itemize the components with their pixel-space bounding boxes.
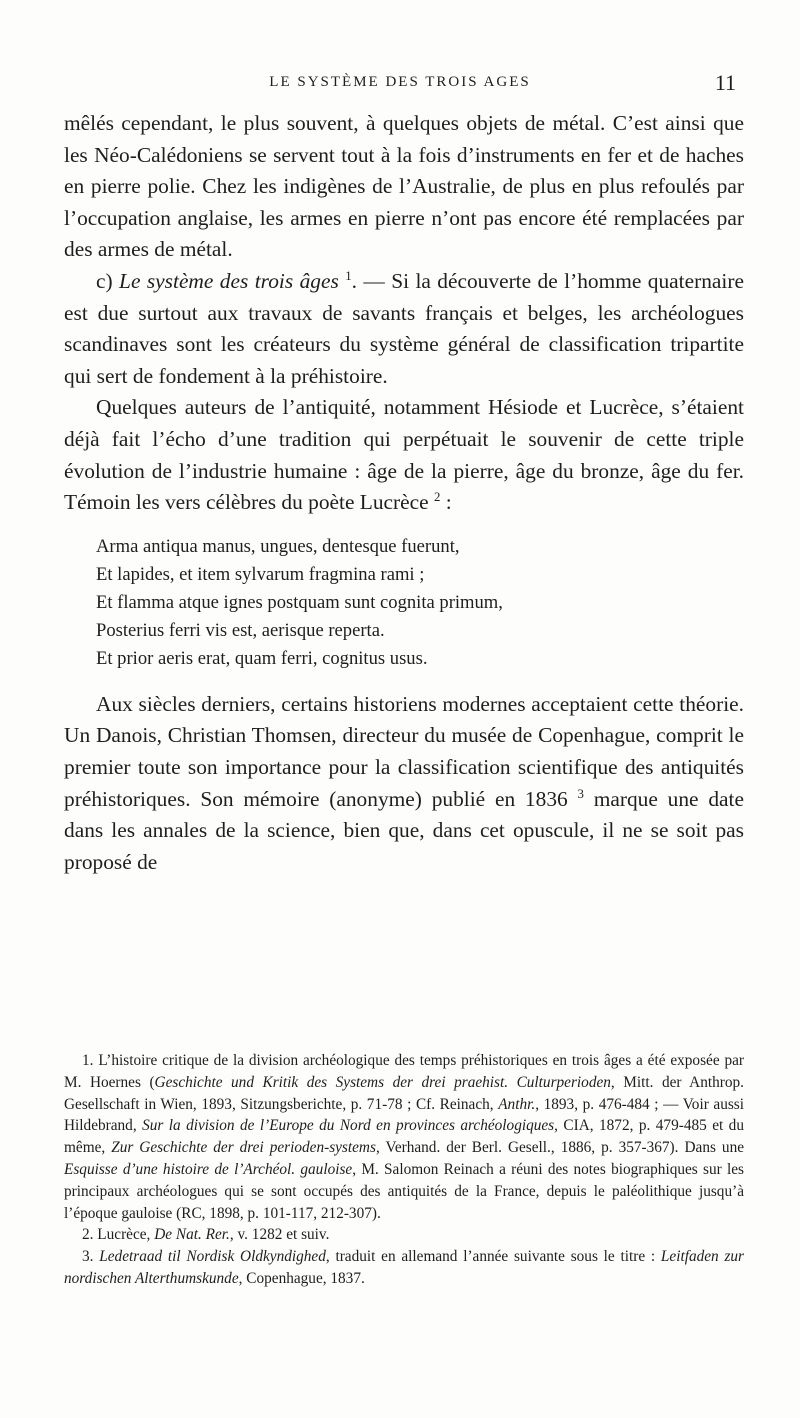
footnote-italic: Zur Geschichte der drei perioden-systems — [111, 1139, 376, 1157]
footnote-text: , 1893, p. 476-484 ; — Voir aussi Hildebrand, — [64, 1095, 744, 1135]
paragraph-1: mêlés cependant, le plus souvent, à quelques objets de métal. C’est ainsi que les Néo-Calédoniens se servent tout à la fois d’instruments en fer et de haches en pierre polie. Chez les indigènes de l’Australie, de plus en plus refoulés par l’occupation anglaise, les armes en pierre n’ont pas encore été remplacées par des armes de métal. — [64, 111, 744, 262]
footnote-3 — [64, 1246, 744, 1290]
page-number: 11 — [714, 70, 736, 95]
running-head: LE SYSTÈME DES TROIS AGES — [269, 74, 531, 90]
verse-line: Arma antiqua manus, ungues, dentesque fuerunt, — [96, 535, 460, 557]
footnote-text: 1. L’histoire critique de la division archéologique des temps préhistoriques en trois âges a été exposée par M. Hoernes ( — [64, 1052, 744, 1091]
footnote-text: , v. 1282 et suiv. — [229, 1226, 330, 1244]
paragraph-3-text: Quelques auteurs de l’antiquité, notamment Hésiode et Lucrèce, s’étaient déjà fait l’écho d’une tradition qui perpétuait le souvenir de cette triple évolution de l’industrie humaine : âge de la pierre, âge du bronze, âge du fer. Témoin les vers célèbres du poète Lucrèce — [64, 395, 744, 515]
footnote-text: , CIA, 1872, p. 479-485 et du même, — [64, 1117, 744, 1157]
footnote-italic: Ledetraad til Nordisk Oldkyndighed — [99, 1248, 326, 1266]
footnote-italic: Sur la division de l’Europe du Nord en provinces archéologiques — [142, 1117, 555, 1135]
main-text — [64, 108, 744, 878]
footnotes — [64, 1050, 744, 1290]
paragraph-3 — [64, 392, 744, 518]
verse-quote — [96, 533, 744, 673]
paragraph-4 — [64, 689, 744, 879]
footnote-text: , Verhand. der Berl. Gesell., 1886, p. 357-367). Dans une — [375, 1139, 745, 1157]
paragraph-4-text-end: marque une date dans les annales de la science, bien que, dans cet opuscule, il ne se soit pas proposé de — [64, 786, 744, 874]
footnote-ref-3: 3 — [577, 786, 584, 801]
footnote-text: , traduit en allemand l’année suivante sous le titre : — [325, 1248, 661, 1266]
verse-line: Posterius ferri vis est, aerisque reperta. — [96, 619, 385, 641]
footnote-ref-2: 2 — [434, 490, 441, 504]
footnote-text: 3. — [82, 1248, 100, 1266]
page-header — [0, 70, 800, 98]
section-label: c) — [96, 268, 113, 293]
verse-line: Et flamma atque ignes postquam sunt cognita primum, — [96, 591, 503, 613]
footnote-ref-1: 1 — [345, 268, 352, 283]
footnote-italic: Anthr. — [498, 1095, 536, 1113]
footnote-1 — [64, 1050, 744, 1224]
paragraph-4-text: Aux siècles derniers, certains historiens modernes acceptaient cette théorie. Un Danois, Christian Thomsen, directeur du musée de Copenhague, comprit le premier toute son importance pour la classification scientifique des antiquités préhistoriques. Son mémoire (anonyme) publié en 1836 — [64, 691, 744, 811]
footnote-2 — [64, 1224, 744, 1246]
footnote-italic: Geschichte und Kritik des Systems der drei praehist. Culturperioden — [154, 1073, 611, 1091]
footnote-italic: Esquisse d’une histoire de l’Archéol. gauloise — [64, 1160, 353, 1178]
verse-line: Et lapides, et item sylvarum fragmina rami ; — [96, 563, 425, 585]
footnote-text: , Copenhague, 1837. — [238, 1269, 365, 1287]
footnote-text: , Mitt. der Anthrop. Gesellschaft in Wien, 1893, Sitzungsberichte, p. 71-78 ; Cf. Reinach, — [64, 1073, 744, 1113]
footnote-text: 2. Lucrèce, — [82, 1226, 155, 1244]
footnote-italic: De Nat. Rer. — [154, 1226, 230, 1244]
footnote-italic: Leitfaden zur nordischen Alterthumskunde — [64, 1248, 745, 1287]
footnote-text: , M. Salomon Reinach a réuni des notes biographiques sur les principaux archéologues qui se sont occupés des antiquités de la France, depuis le paléolithique jusqu’à l’époque gauloise (RC, 1898, p. 101-117, 212-307). — [64, 1160, 744, 1222]
verse-line: Et prior aeris erat, quam ferri, cognitus usus. — [96, 647, 428, 669]
paragraph-3-end: : — [440, 490, 452, 515]
paragraph-2-text: . — Si la découverte de l’homme quaternaire est due surtout aux travaux de savants français et belges, les archéologues scandinaves sont les créateurs du système général de classification tripartite qui sert de fondement à la préhistoire. — [64, 268, 744, 388]
paragraph-2 — [64, 266, 744, 392]
section-title: Le système des trois âges — [119, 268, 339, 293]
